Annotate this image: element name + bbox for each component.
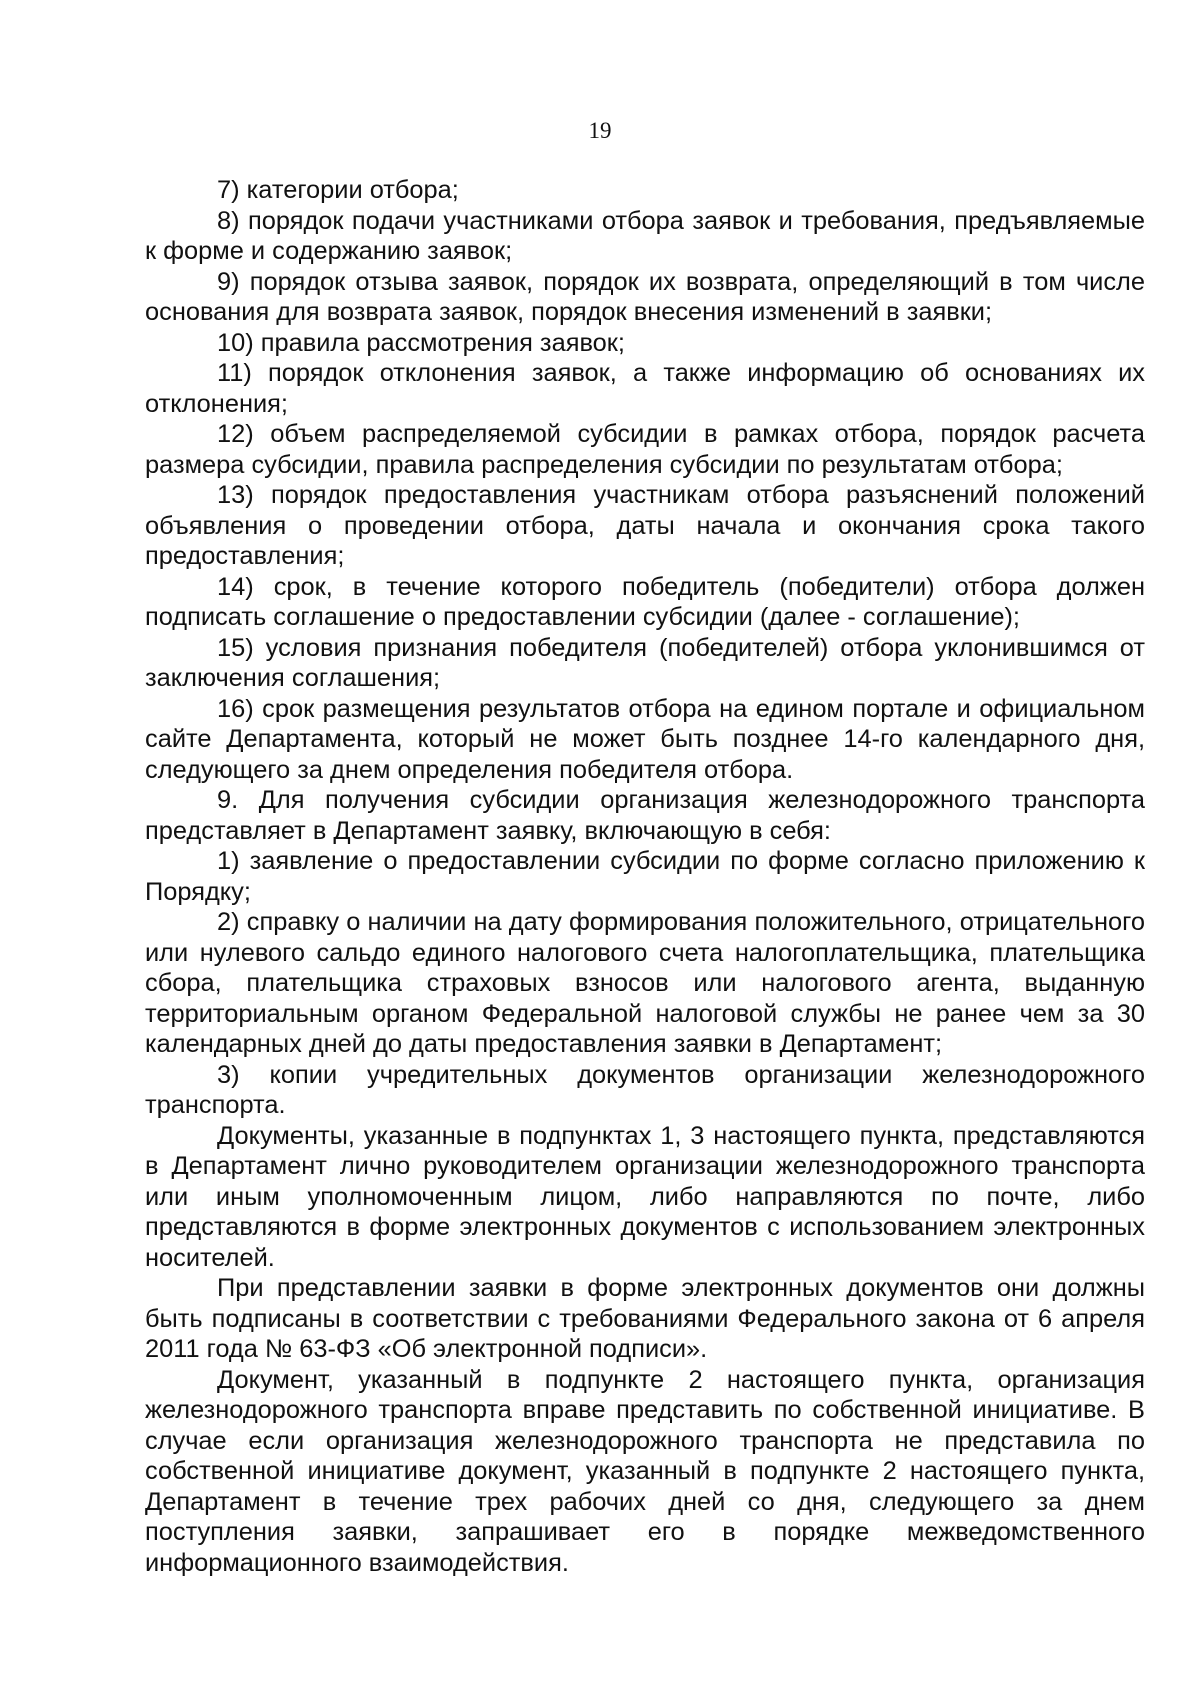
paragraph-item-9: 9) порядок отзыва заявок, порядок их возврата, определяющий в том числе основания для возврата заявок, порядок внесения изменений в заявки; <box>145 267 1145 326</box>
paragraph-subitem-2: 2) справку о наличии на дату формирования положительного, отрицательного или нулевого сальдо единого налогового счета налогоплательщика, плательщика сбора, плательщика страховых взносов или налогового агента, выданную территориальным органом Федеральной налоговой службы не ранее чем за 30 календарных дней до даты предоставления заявки в Департамент; <box>145 908 1145 1058</box>
paragraph-item-13: 13) порядок предоставления участникам отбора разъяснений положений объявления о проведении отбора, даты начала и окончания срока такого предоставления; <box>145 481 1145 570</box>
paragraph-clause-9: 9. Для получения субсидии организация железнодорожного транспорта представляет в Департамент заявку, включающую в себя: <box>145 786 1145 845</box>
paragraph-item-14: 14) срок, в течение которого победитель (победители) отбора должен подписать соглашение о предоставлении субсидии (далее - соглашение); <box>145 572 1145 631</box>
paragraph-item-11: 11) порядок отклонения заявок, а также информацию об основаниях их отклонения; <box>145 359 1145 418</box>
page-number: 19 <box>588 118 612 143</box>
paragraph-electronic-signature: При представлении заявки в форме электронных документов они должны быть подписаны в соответствии с требованиями Федерального закона от 6 апреля 2011 года № 63-ФЗ «Об электронной подписи». <box>145 1274 1145 1363</box>
paragraph-item-12: 12) объем распределяемой субсидии в рамках отбора, порядок расчета размера субсидии, правила распределения субсидии по результатам отбора; <box>145 420 1145 479</box>
paragraph-subitem-3: 3) копии учредительных документов организации железнодорожного транспорта. <box>145 1060 1145 1119</box>
paragraph-item-16: 16) срок размещения результатов отбора на едином портале и официальном сайте Департамента, который не может быть позднее 14-го календарного дня, следующего за днем определения победителя отбора. <box>145 694 1145 784</box>
paragraph-subitem-1: 1) заявление о предоставлении субсидии по форме согласно приложению к Порядку; <box>145 847 1145 906</box>
paragraph-item-7: 7) категории отбора; <box>217 176 459 204</box>
paragraph-item-15: 15) условия признания победителя (победителей) отбора уклонившимся от заключения соглашения; <box>145 633 1145 692</box>
paragraph-item-8: 8) порядок подачи участниками отбора заявок и требования, предъявляемые к форме и содержанию заявок; <box>145 206 1145 265</box>
document-body <box>145 175 1145 1578</box>
paragraph-item-10: 10) правила рассмотрения заявок; <box>217 328 625 357</box>
paragraph-documents-submission: Документы, указанные в подпунктах 1, 3 настоящего пункта, представляются в Департамент лично руководителем организации железнодорожного транспорта или иным уполномоченным лицом, либо направляются по почте, либо представляются в форме электронных документов с использованием электронных носителей. <box>145 1121 1145 1272</box>
paragraph-interagency-request: Документ, указанный в подпункте 2 настоящего пункта, организация железнодорожного транспорта вправе представить по собственной инициативе. В случае если организация железнодорожного транспорта не представила по собственной инициативе документ, указанный в подпункте 2 настоящего пункта, Департамент в течение трех рабочих дней со дня, следующего за днем поступления заявки, запрашивает его в порядке межведомственного информационного взаимодействия. <box>145 1365 1145 1577</box>
